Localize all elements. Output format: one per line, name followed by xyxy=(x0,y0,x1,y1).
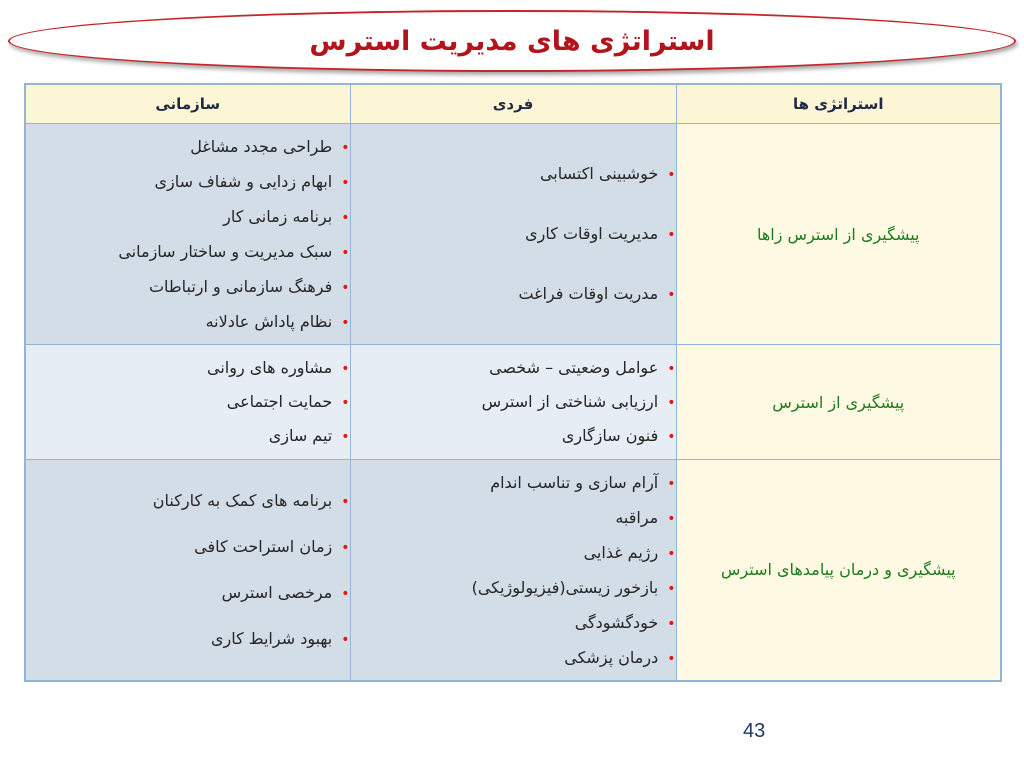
list-item-text: خوشبینی اکتسابی xyxy=(539,164,659,183)
list-item-text: تیم سازی xyxy=(268,426,333,445)
organizational-list xyxy=(26,478,350,662)
list-item-text: رژیم غذایی xyxy=(583,542,659,562)
individual-cell xyxy=(350,345,676,460)
bullet-icon: • xyxy=(667,650,676,667)
list-item-text: مدریت اوقات فراغت xyxy=(518,284,659,303)
strategy-cell: پیشگیری از استرس زاها xyxy=(676,124,1001,345)
list-item-text: آرام سازی و تناسب اندام xyxy=(490,472,659,492)
bullet-icon: • xyxy=(341,140,350,156)
list-item-text: ابهام زدایی و شفاف سازی xyxy=(154,172,333,191)
bullet-icon: • xyxy=(667,475,676,492)
individual-list xyxy=(351,465,676,675)
individual-cell xyxy=(350,124,676,345)
header-individual: فردی xyxy=(350,84,676,124)
list-item xyxy=(26,351,350,385)
bullet-icon: • xyxy=(341,539,350,556)
bullet-icon: • xyxy=(341,210,350,226)
list-item-text: فرهنگ سازمانی و ارتباطات xyxy=(148,277,333,296)
title-banner xyxy=(8,10,1016,72)
list-item xyxy=(26,269,350,304)
list-item-text: عوامل وضعیتی – شخصی xyxy=(489,358,659,377)
individual-list xyxy=(351,351,676,453)
list-item xyxy=(351,385,676,419)
list-item-text: مراقبه xyxy=(615,507,659,527)
list-item-text: برنامه های کمک به کارکنان xyxy=(152,490,333,510)
bullet-icon: • xyxy=(667,167,676,183)
list-item xyxy=(351,605,676,640)
list-item xyxy=(351,204,676,264)
header-organizational: سازمانی xyxy=(25,84,350,124)
list-item xyxy=(26,199,350,234)
bullet-icon: • xyxy=(341,245,350,261)
organizational-cell xyxy=(25,460,350,681)
bullet-icon: • xyxy=(667,510,676,527)
bullet-icon: • xyxy=(667,545,676,562)
list-item xyxy=(26,478,350,524)
bullet-icon: • xyxy=(667,580,676,597)
bullet-icon: • xyxy=(667,429,676,445)
list-item-text: مرخصی استرس xyxy=(221,582,333,602)
table-row xyxy=(25,124,1001,345)
list-item-text: خودگشودگی xyxy=(574,612,659,632)
bullet-icon: • xyxy=(341,361,350,377)
list-item xyxy=(351,640,676,675)
list-item xyxy=(26,616,350,662)
list-item xyxy=(351,465,676,500)
bullet-icon: • xyxy=(667,615,676,632)
list-item xyxy=(351,419,676,453)
individual-cell xyxy=(350,460,676,681)
list-item xyxy=(26,234,350,269)
bullet-icon: • xyxy=(341,315,350,331)
list-item-text: درمان پزشکی xyxy=(564,647,659,667)
organizational-list xyxy=(26,351,350,453)
bullet-icon: • xyxy=(667,287,676,303)
page-number: 43 xyxy=(743,720,766,742)
bullet-icon: • xyxy=(667,395,676,411)
table-row xyxy=(25,345,1001,460)
bullet-icon: • xyxy=(341,280,350,296)
list-item-text: برنامه زمانی کار xyxy=(223,207,333,226)
bullet-icon: • xyxy=(341,429,350,445)
list-item xyxy=(351,264,676,324)
bullet-icon: • xyxy=(341,493,350,510)
header-row xyxy=(25,84,1001,124)
list-item xyxy=(351,144,676,204)
list-item-text: ارزیابی شناختی از استرس xyxy=(481,392,659,411)
list-item-text: طراحی مجدد مشاغل xyxy=(190,137,333,156)
list-item xyxy=(351,500,676,535)
list-item xyxy=(26,570,350,616)
list-item xyxy=(351,535,676,570)
list-item-text: سبک مدیریت و ساختار سازمانی xyxy=(118,242,333,261)
organizational-cell xyxy=(25,124,350,345)
stress-strategies-table xyxy=(24,83,1002,682)
list-item xyxy=(26,524,350,570)
organizational-list xyxy=(26,129,350,339)
list-item-text: بهبود شرایط کاری xyxy=(210,628,333,648)
list-item xyxy=(26,129,350,164)
list-item-text: فنون سازگاری xyxy=(561,426,659,445)
strategy-cell: پیشگیری و درمان پیامدهای استرس xyxy=(676,460,1001,681)
bullet-icon: • xyxy=(341,585,350,602)
list-item-text: نظام پاداش عادلانه xyxy=(205,312,333,331)
header-strategies: استراتژی ها xyxy=(676,84,1001,124)
list-item-text: بازخور زیستی(فیزیولوژیکی) xyxy=(471,577,659,597)
bullet-icon: • xyxy=(667,227,676,243)
list-item xyxy=(26,419,350,453)
bullet-icon: • xyxy=(341,395,350,411)
individual-list xyxy=(351,144,676,324)
list-item-text: مدیریت اوقات کاری xyxy=(525,224,659,243)
table-row xyxy=(25,460,1001,681)
list-item-text: حمایت اجتماعی xyxy=(226,392,333,411)
bullet-icon: • xyxy=(341,175,350,191)
list-item xyxy=(351,570,676,605)
list-item xyxy=(351,351,676,385)
bullet-icon: • xyxy=(341,631,350,648)
list-item xyxy=(26,385,350,419)
organizational-cell xyxy=(25,345,350,460)
slide-title: استراتژی های مدیریت استرس xyxy=(309,25,715,57)
list-item-text: زمان استراحت کافی xyxy=(194,536,333,556)
strategy-cell: پیشگیری از استرس xyxy=(676,345,1001,460)
list-item xyxy=(26,304,350,339)
bullet-icon: • xyxy=(667,361,676,377)
list-item-text: مشاوره های روانی xyxy=(206,358,333,377)
list-item xyxy=(26,164,350,199)
